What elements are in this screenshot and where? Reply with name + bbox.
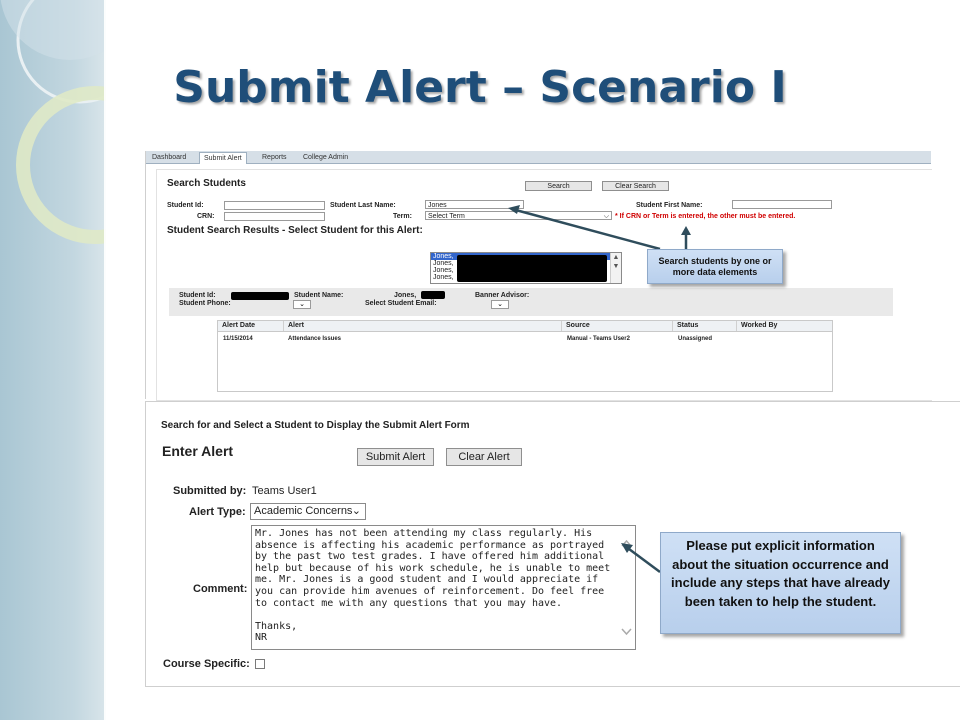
tab-submit-alert[interactable]: Submit Alert: [199, 152, 247, 164]
column-header[interactable]: Status: [673, 321, 737, 331]
info-student-name-value: Jones,: [394, 292, 417, 299]
term-select-value: Select Term: [428, 213, 465, 220]
slide-title: Submit Alert – Scenario I: [173, 62, 787, 113]
info-student-id-label: Student Id:: [179, 292, 216, 299]
info-student-name-label: Student Name:: [294, 292, 344, 299]
student-id-label: Student Id:: [167, 202, 204, 209]
clear-search-button[interactable]: Clear Search: [602, 181, 669, 191]
enter-alert-heading: Enter Alert: [162, 443, 234, 459]
arrowhead-icon: [508, 205, 520, 214]
chevron-down-icon: ⌄: [351, 505, 361, 517]
info-phone-label: Student Phone:: [179, 300, 231, 307]
column-header[interactable]: Worked By: [741, 322, 778, 329]
comment-tip-callout: Please put explicit information about the situation occurrence and include any steps that have already been taken to help the student.: [660, 532, 901, 634]
chevron-down-icon: ⌵: [603, 213, 609, 220]
list-scrollbar[interactable]: ▲ ▼: [610, 253, 621, 283]
table-cell: 11/15/2014: [223, 336, 253, 342]
select-student-instruction: Search for and Select a Student to Display the Submit Alert Form: [161, 420, 470, 431]
crn-term-warning: * If CRN or Term is entered, the other must be entered.: [615, 213, 796, 220]
column-header[interactable]: Alert: [284, 321, 562, 331]
chevron-down-icon: ⌄: [497, 301, 503, 308]
search-button[interactable]: Search: [525, 181, 592, 191]
submitted-by-label: Submitted by:: [173, 485, 247, 497]
table-cell: Manual - Teams User2: [567, 336, 630, 342]
search-tip-callout: Search students by one or more data elements: [647, 249, 783, 284]
info-advisor-label: Banner Advisor:: [475, 292, 530, 299]
clear-alert-button[interactable]: Clear Alert: [446, 448, 522, 466]
term-label: Term:: [393, 213, 412, 220]
first-name-label: Student First Name:: [636, 202, 703, 209]
crn-label: CRN:: [197, 213, 215, 220]
arrowhead-icon: [681, 226, 691, 235]
course-specific-label: Course Specific:: [163, 658, 250, 670]
table-cell: Unassigned: [678, 336, 713, 342]
list-item[interactable]: Jones,: [431, 253, 621, 260]
results-heading: Student Search Results - Select Student for this Alert:: [167, 225, 423, 236]
arrow-line-comment: [625, 546, 660, 572]
list-item[interactable]: Jones,: [433, 267, 454, 274]
column-header[interactable]: Source: [562, 321, 673, 331]
list-item[interactable]: Jones,: [433, 260, 454, 267]
tab-college-admin[interactable]: College Admin: [303, 154, 349, 161]
tab-reports[interactable]: Reports: [262, 154, 287, 161]
chevron-down-icon: ⌄: [299, 301, 305, 308]
last-name-input[interactable]: Jones: [425, 200, 524, 209]
last-name-label: Student Last Name:: [330, 202, 396, 209]
info-email-label: Select Student Email:: [365, 300, 437, 307]
submit-alert-button[interactable]: Submit Alert: [357, 448, 434, 466]
alert-type-value: Academic Concerns: [254, 505, 353, 517]
comment-textarea[interactable]: Mr. Jones has not been attending my class regularly. His absence is affecting his academic performance as portrayed by the past two test grades. I have offered him additional help but because of his work schedule, he is unable to meet me. Mr. Jones is a good student and I would appreciate if you can provide him avenues of reinforcement. Do feel free to contact me with any questions that you may have. Thanks, NR: [251, 525, 636, 650]
column-header[interactable]: Alert Date: [218, 321, 284, 331]
list-item[interactable]: Jones,: [433, 274, 454, 281]
comment-label: Comment:: [193, 583, 248, 595]
table-cell: Attendance Issues: [288, 336, 342, 342]
arrow-line-last-name: [512, 209, 660, 249]
tab-dashboard[interactable]: Dashboard: [152, 154, 187, 161]
search-heading: Search Students: [167, 178, 246, 189]
submitted-by-value: Teams User1: [252, 485, 317, 497]
alert-type-label: Alert Type:: [189, 506, 246, 518]
